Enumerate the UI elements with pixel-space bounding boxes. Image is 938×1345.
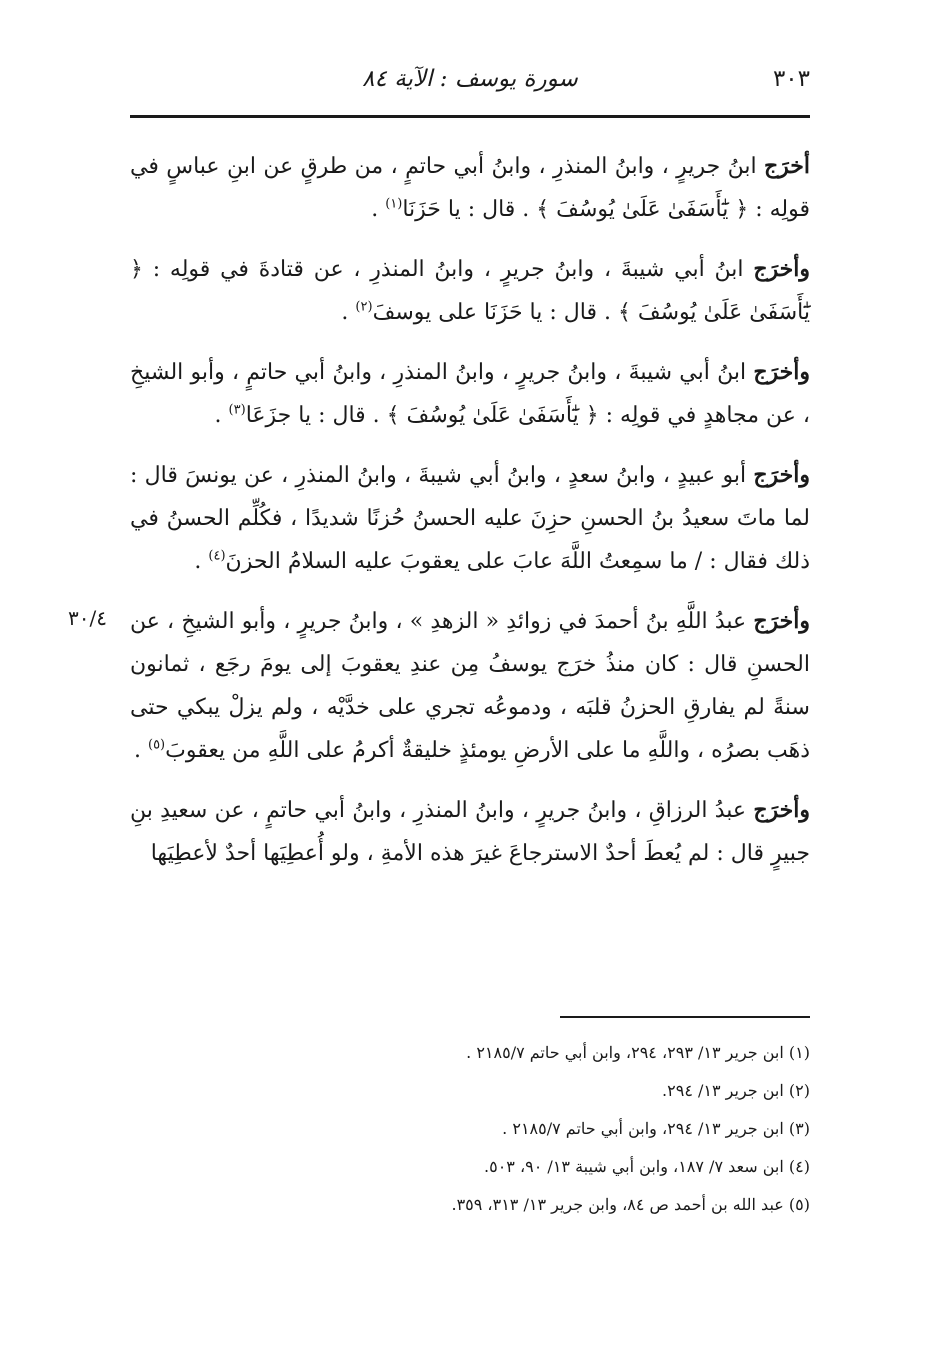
paragraph-text: ابنُ أبي شيبةَ ، وابنُ جريرٍ ، وابنُ المنذرِ ، عن قتادةَ في قولِه : ﴿ يَٰٓأَسَفَىٰ عَلَىٰ يُوسُفَ ﴾ . قال : يا حَزَنَا على يوسفَ bbox=[130, 257, 810, 325]
paragraph bbox=[130, 600, 810, 772]
body-text bbox=[130, 145, 810, 892]
paragraph-lead: وأخرَج bbox=[753, 462, 810, 488]
footnote: (٣) ابن جرير ١٣/ ٢٩٤، وابن أبي حاتم ٢١٨٥/٧ . bbox=[502, 1119, 810, 1138]
footnote: (١) ابن جرير ١٣/ ٢٩٣، ٢٩٤، وابن أبي حاتم ٢١٨٥/٧ . bbox=[466, 1043, 810, 1062]
paragraph-text: عبدُ الرزاقِ ، وابنُ جريرٍ ، وابنُ المنذرِ ، وابنُ أبي حاتمٍ ، عن سعيدِ بنِ جبيرٍ قال : لم يُعطَ أحدٌ الاسترجاعَ غيرَ هذه الأمةِ ، ولو أُعطِيَها أحدٌ لأعطِيَها bbox=[130, 798, 810, 866]
paragraph bbox=[130, 248, 810, 334]
paragraph-text: ابنُ أبي شيبةَ ، وابنُ جريرٍ ، وابنُ المنذرِ ، وابنُ أبي حاتمٍ ، وأبو الشيخِ ، عن مجاهدٍ في قولِه : ﴿ يَٰٓأَسَفَىٰ عَلَىٰ يُوسُفَ ﴾ . قال : يا جزَعَا bbox=[130, 360, 810, 428]
paragraph-end: . bbox=[214, 403, 229, 428]
footnote-ref: (٤) bbox=[208, 548, 226, 564]
paragraph-lead: وأخرَج bbox=[753, 797, 810, 823]
page-number: ٣٠٣ bbox=[772, 66, 810, 92]
paragraph-lead: وأخرَج bbox=[753, 359, 810, 385]
paragraph-text: ابنُ جريرٍ ، وابنُ المنذرِ ، وابنُ أبي حاتمٍ ، من طرقٍ عن ابنِ عباسٍ في قولِه : ﴿ يَٰٓأَسَفَىٰ عَلَىٰ يُوسُفَ ﴾ . قال : يا حَزَنَا bbox=[130, 154, 810, 222]
paragraph-end: . bbox=[371, 197, 386, 222]
paragraph-lead: وأخرَج bbox=[753, 256, 810, 282]
running-title: سورة يوسف : الآية ٨٤ bbox=[362, 66, 578, 92]
paragraph-text: عبدُ اللَّهِ بنُ أحمدَ في زوائدِ « الزهدِ » ، وابنُ جريرٍ ، وأبو الشيخِ ، عن الحسنِ قال : كان منذُ خرَج يوسفُ مِن عندِ يعقوبَ إلى يومَ رجَع ، ثمانون سنةً لم يفارقِ الحزنُ قلبَه ، ودموعُه تجري على خدَّيْه ، ولم يزلْ يبكي حتى ذهَب بصرُه ، واللَّهِ ما على الأرضِ يومئذٍ خليقةٌ أكرمُ على اللَّهِ من يعقوبَ bbox=[130, 609, 810, 763]
paragraph-end: . bbox=[194, 549, 209, 574]
paragraph-end: . bbox=[341, 300, 356, 325]
footnote-ref: (٢) bbox=[355, 299, 373, 315]
margin-note: ٣٠/٤ bbox=[68, 606, 107, 630]
footnote: (٢) ابن جرير ١٣/ ٢٩٤. bbox=[662, 1081, 810, 1100]
footnote-rule bbox=[560, 1016, 810, 1018]
paragraph-lead: وأخرَج bbox=[753, 608, 810, 634]
paragraph-text: أبو عبيدٍ ، وابنُ سعدٍ ، وابنُ أبي شيبةَ ، وابنُ المنذرِ ، عن يونسَ قال : لما ماتَ سعيدُ بنُ الحسنِ حزِنَ عليه الحسنُ حُزنًا شديدًا ، فكُلِّم الحسنُ في ذلك فقال : / ما سمِعتُ اللَّهَ عابَ على يعقوبَ عليه السلامُ الحزنَ bbox=[130, 463, 810, 574]
footnote-ref: (١) bbox=[385, 196, 403, 212]
paragraph bbox=[130, 351, 810, 437]
footnote: (٤) ابن سعد ٧/ ١٨٧، وابن أبي شيبة ١٣/ ٩٠، ٥٠٣. bbox=[484, 1157, 810, 1176]
paragraph bbox=[130, 145, 810, 231]
footnote: (٥) عبد الله بن أحمد ص ٨٤، وابن جرير ١٣/ ٣١٣، ٣٥٩. bbox=[451, 1195, 810, 1214]
paragraph-lead: أخرَج bbox=[763, 153, 810, 179]
footnotes bbox=[130, 1034, 810, 1224]
paragraph-end: . bbox=[133, 738, 148, 763]
paragraph bbox=[130, 454, 810, 583]
footnote-ref: (٥) bbox=[147, 737, 166, 753]
page-header bbox=[130, 66, 810, 106]
footnote-ref: (٣) bbox=[228, 402, 246, 418]
header-rule bbox=[130, 115, 810, 118]
paragraph bbox=[130, 789, 810, 875]
